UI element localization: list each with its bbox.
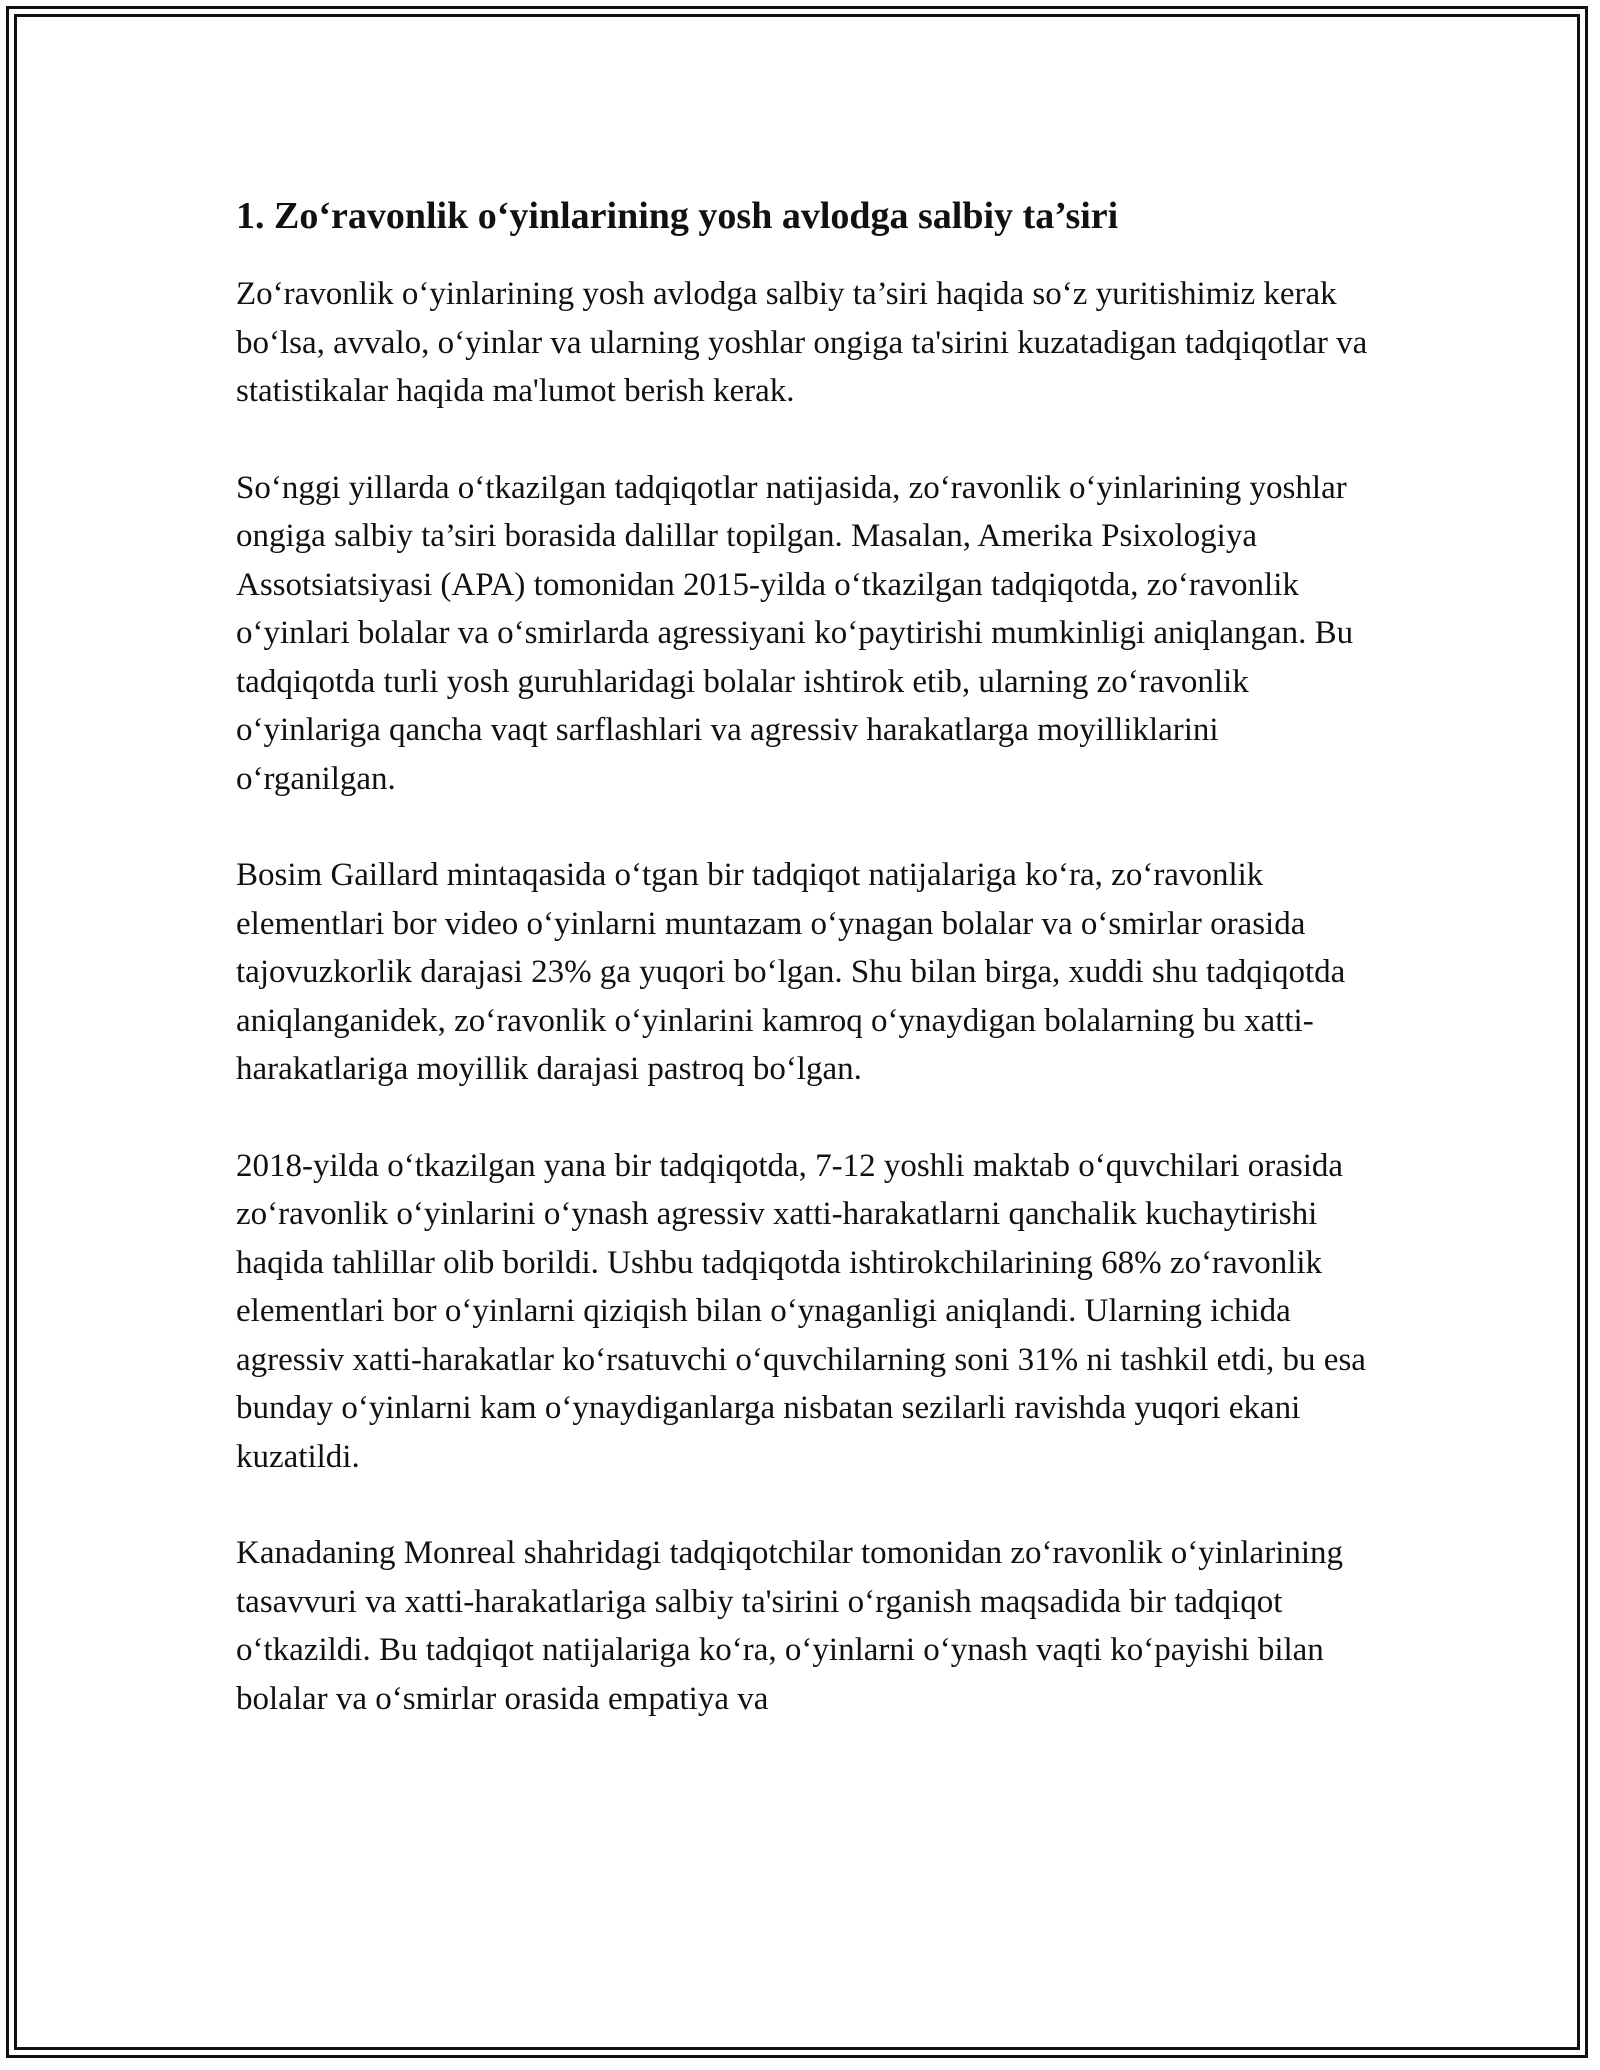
paragraph-gaillard-study: Bosim Gaillard mintaqasida o‘tgan bir tadqiqot natijalariga ko‘ra, zo‘ravonlik elementlari bor video o‘yinlarni muntazam o‘ynagan bolalar va o‘smirlar orasida tajovuzkorlik darajasi 23% ga yuqori bo‘lgan. Shu bilan birga, xuddi shu tadqiqotda aniqlanganidek, zo‘ravonlik o‘yinlarini kamroq o‘ynaydigan bolalarning bu xatti-harakatlariga moyillik darajasi pastroq bo‘lgan. bbox=[236, 857, 1346, 1087]
section-heading: 1. Zo‘ravonlik o‘yinlarining yosh avlodga salbiy ta’siri bbox=[236, 195, 1119, 237]
paragraph-2018-study: 2018-yilda o‘tkazilgan yana bir tadqiqotda, 7-12 yoshli maktab o‘quvchilari orasida zo‘ravonlik o‘yinlarini o‘ynash agressiv xatti-harakatlarni qanchalik kuchaytirishi haqida tahlillar olib borildi. Ushbu tadqiqotda ishtirokchilarining 68% zo‘ravonlik elementlari bor o‘yinlarni qiziqish bilan o‘ynaganligi aniqlandi. Ularning ichida agressiv xatti-harakatlar ko‘rsatuvchi o‘quvchilarning soni 31% ni tashkil etdi, bu esa bunday o‘yinlarni kam o‘ynaydiganlarga nisbatan sezilarli ravishda yuqori ekani kuzatildi. bbox=[236, 1147, 1366, 1475]
paragraph-montreal-study: Kanadaning Monreal shahridagi tadqiqotchilar tomonidan zo‘ravonlik o‘yinlarining tasavvuri va xatti-harakatlariga salbiy ta'sirini o‘rganish maqsadida bir tadqiqot o‘tkazildi. Bu tadqiqot natijalariga ko‘ra, o‘yinlarni o‘ynash vaqti ko‘payishi bilan bolalar va o‘smirlar orasida empatiya va bbox=[236, 1535, 1344, 1717]
paragraph-intro: Zo‘ravonlik o‘yinlarining yosh avlodga salbiy ta’siri haqida so‘z yuritishimiz kerak bo‘lsa, avvalo, o‘yinlar va ularning yoshlar ongiga ta'sirini kuzatadigan tadqiqotlar va statistikalar haqida ma'lumot berish kerak. bbox=[236, 276, 1368, 409]
document-body bbox=[236, 190, 1376, 1771]
paragraph-apa-study: So‘nggi yillarda o‘tkazilgan tadqiqotlar natijasida, zo‘ravonlik o‘yinlarining yoshlar ongiga salbiy ta’siri borasida dalillar topilgan. Masalan, Amerika Psixologiya Assotsiatsiyasi (APA) tomonidan 2015-yilda o‘tkazilgan tadqiqotda, zo‘ravonlik o‘yinlari bolalar va o‘smirlarda agressiyani ko‘paytirishi mumkinligi aniqlangan. Bu tadqiqotda turli yosh guruhlaridagi bolalar ishtirok etib, ularning zo‘ravonlik o‘yinlariga qancha vaqt sarflashlari va agressiv harakatlarga moyilliklarini o‘rganilgan. bbox=[236, 469, 1354, 797]
